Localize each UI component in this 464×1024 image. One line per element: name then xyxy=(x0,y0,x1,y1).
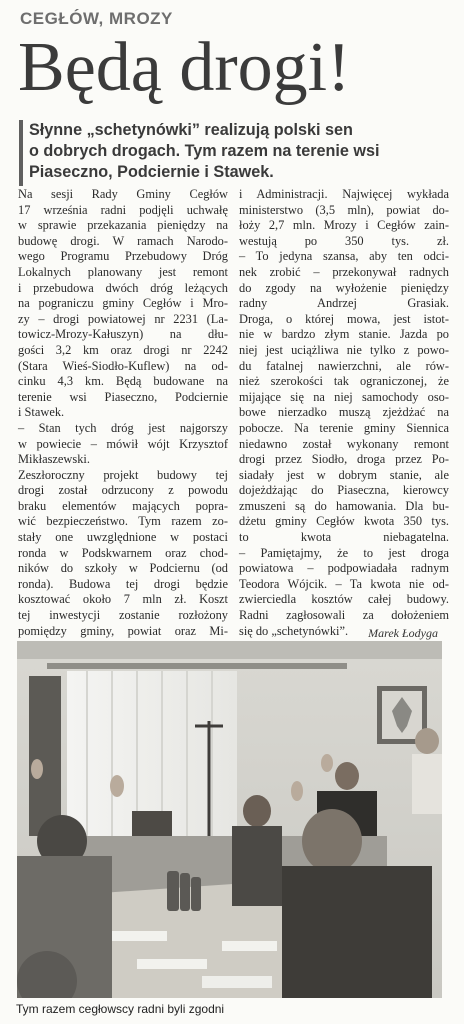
article-column-1 xyxy=(18,187,228,655)
article-text-line: kosztować około 7 mln zł. Koszt xyxy=(18,592,228,607)
article-photo xyxy=(17,641,442,998)
article-text-line: nież szerokości tak ograniczonej, że xyxy=(239,374,449,389)
article-text-line: ronda). Budowa tej drogi będzie xyxy=(18,576,228,591)
article-text-line: łoży 2,7 mln. Mrozy i Cegłów zain- xyxy=(239,218,449,233)
article-author: Marek Łodyga xyxy=(368,626,438,640)
article-text-line: dżetu gminy Cegłów kwota 350 tys. xyxy=(239,514,449,529)
article-text-line: gości 3,2 km oraz drogi nr 2242 xyxy=(18,342,228,357)
article-text-line: drogi przez Siodło, droga przez Po- xyxy=(239,452,449,467)
article-text-line: dojeżdżając do Piaseczna, kierowcy xyxy=(239,483,449,498)
article-text-line: nek zrobić – przekonywał radnych xyxy=(239,264,449,279)
article-text-line: Mikłaszewski. xyxy=(18,452,90,467)
article-text-line: du fatalnej nawierzchni, ale rów- xyxy=(239,358,449,373)
council-meeting-photo xyxy=(17,641,442,998)
article-text-line: Zeszłoroczny projekt budowy tej xyxy=(18,467,228,482)
article-text-line: to kwota niebagatelna. xyxy=(239,530,449,545)
article-text-line: powiatowa – podpowiadała radnym xyxy=(239,561,449,576)
article-text-line: wego Programu Przebudowy Dróg xyxy=(18,249,228,264)
article-text-line: towicz-Mrozy-Kałuszyn) na dłu- xyxy=(18,327,228,342)
article-text-line: pomiędzy gminy, powiat oraz Mi- xyxy=(18,623,228,638)
article-text-line: westują po 350 tys. zł. xyxy=(239,233,449,248)
article-text-line: nie w bardzo złym stanie. Jazda po xyxy=(239,327,449,342)
article-text-line: (Stara Wieś-Siodło-Kuflew) na od- xyxy=(18,358,228,373)
article-lead xyxy=(29,120,449,183)
article-text-line: na pograniczu gminy Cegłów i Mro- xyxy=(18,296,228,311)
article-text-line: – Stan tych dróg jest najgorszy xyxy=(18,420,228,435)
article-text-line: ministerstwo (3,5 mln), powiat do- xyxy=(239,202,449,217)
article-text-line: się do „schetynówki”. xyxy=(239,623,349,638)
article-text-line: pobocze. Na terenie gminy Siennica xyxy=(239,420,449,435)
article-text-line: – To jedyna szansa, aby ten odci- xyxy=(239,249,449,264)
article-headline: Będą drogi! xyxy=(18,29,351,106)
article-text-line: wić bezpieczeństwo. Tym razem zo- xyxy=(18,514,228,529)
article-text-line: ronda w Podskwarnem oraz chod- xyxy=(18,545,228,560)
article-text-line: tej inwestycji zostanie rozłożony xyxy=(18,608,228,623)
article-text-line: Radni zagłosowali za dołożeniem xyxy=(239,608,449,623)
article-text-line: mijające się na niej samochody oso- xyxy=(239,389,449,404)
article-text-line: w powiecie – mówił wójt Krzysztof xyxy=(18,436,228,451)
article-text-line: w sprawie przekazania pieniędzy na xyxy=(18,218,228,233)
article-text-line: zy – drogi powiatowej nr 2231 (La- xyxy=(18,311,228,326)
article-text-line: i przebudowa dwóch dróg leżących xyxy=(18,280,228,295)
article-text-line: – Pamiętajmy, że to jest droga xyxy=(239,545,449,560)
article-text-line: i Administracji. Najwięcej wykłada xyxy=(239,187,449,201)
article-text-line: bowe nierzadko muszą zjeżdżać na xyxy=(239,405,449,420)
article-text-line: siadały jest w dobrym stanie, ale xyxy=(239,467,449,482)
lead-line: Słynne „schetynówki” realizują polski sen xyxy=(29,121,353,139)
article-text-line: Lokalnych planowany jest remont xyxy=(18,264,228,279)
lead-bar xyxy=(19,120,23,186)
article-text-line: drogi został odrzucony z powodu xyxy=(18,483,228,498)
photo-caption: Tym razem cegłowscy radni byli zgodni xyxy=(16,1002,225,1016)
article-text-line: cinku 4,3 km. Będą budowane na xyxy=(18,374,228,389)
article-text-line: zwierciedla kosztów całej budowy. xyxy=(239,592,449,607)
article-text-line: Teodora Wójcik. – Ta kwota nie od- xyxy=(239,576,449,591)
article-text-line: Droga, o której mowa, jest istot- xyxy=(239,311,449,326)
article-text-line: i Stawek. xyxy=(18,405,65,420)
article-text-line: braku elementów mających popra- xyxy=(18,498,228,513)
article-text-line: 17 września radni podjęli uchwałę xyxy=(18,202,228,217)
article-text-line: do zgody na wyłożenie pieniędzy xyxy=(239,280,449,295)
lead-line: Piaseczno, Podciernie i Stawek. xyxy=(29,163,274,181)
article-text-line: stały one uwzględnione w postaci xyxy=(18,530,228,545)
article-text-line: niedawno został wykonany remont xyxy=(239,436,449,451)
article-text-line: budowę drogi. W ramach Narodo- xyxy=(18,233,228,248)
article-kicker: CEGŁÓW, MROZY xyxy=(20,9,173,28)
article-column-2 xyxy=(239,187,449,639)
article-text-line: ników do szkoły w Podciernu (od xyxy=(18,561,228,576)
article-text-line: zmuszeni są do hamowania. Dla bu- xyxy=(239,498,449,513)
article-text-line: Na sesji Rady Gminy Cegłów xyxy=(18,187,228,201)
article-text-line: niej jest uciążliwa nie tylko z powo- xyxy=(239,342,449,357)
article-text-line: radny Andrzej Grasiak. xyxy=(239,296,449,311)
article-text-line: terenie wsi Piaseczno, Podciernie xyxy=(18,389,228,404)
lead-line: o dobrych drogach. Tym razem na terenie wsi xyxy=(29,142,380,160)
